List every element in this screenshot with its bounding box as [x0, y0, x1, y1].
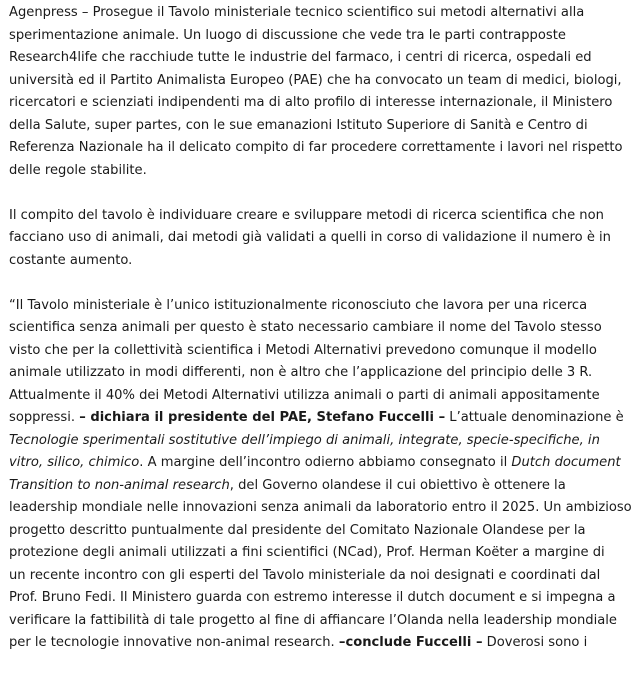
- text-run: sperimentazione animale. Un luogo di discussione che vede tra le parti contrapposte: [9, 27, 566, 43]
- text-line: [9, 295, 601, 318]
- text-run: Referenza Nazionale ha il delicato compito di far procedere correttamente i lavori nel rispetto: [9, 140, 623, 155]
- text-run: animale utilizzato in modi differenti, non è altro che l’applicazione del principio delle 3 R.: [9, 365, 593, 380]
- article-paragraph: [9, 295, 632, 655]
- text-run: leadership mondiale nelle innovazioni senza animali da laboratorio entro il 2025. Un ambizioso: [9, 500, 632, 515]
- text-run: Doverosi sono i: [482, 635, 588, 650]
- bold-text: – dichiara il presidente del PAE, Stefano Fuccelli –: [79, 410, 446, 425]
- text-run: visto che per la collettività scientifica i Metodi Alternativi prevedono comunque il modello: [9, 342, 597, 358]
- text-line: [9, 25, 601, 48]
- text-line: [9, 92, 613, 115]
- article-paragraph: [9, 2, 623, 182]
- text-run: delle regole stabilite.: [9, 162, 147, 178]
- text-line: [9, 565, 601, 588]
- text-line: [9, 205, 604, 228]
- text-line: [9, 385, 601, 408]
- text-run: per le tecnologie innovative non-animal research.: [9, 635, 339, 650]
- article-paragraph: [9, 205, 611, 273]
- text-run: L’attuale denominazione è: [445, 410, 624, 425]
- text-run: , del Governo olandese il cui obiettivo è ottenere la: [229, 477, 566, 493]
- text-run: facciano uso di animali, dai metodi già validati a quelli in corso di validazione il numero è in: [9, 230, 611, 245]
- text-line: [9, 610, 617, 633]
- text-line: [9, 227, 611, 250]
- text-run: Research4life che racchiude tutte le industrie del farmaco, i centri di ricerca, ospedali ed: [9, 50, 592, 65]
- italic-text: vitro, silico, chimico: [9, 455, 140, 470]
- text-run: Agenpress – Prosegue il Tavolo ministeriale tecnico scientifico sui metodi alternativi alla: [9, 5, 585, 20]
- text-line: [9, 452, 621, 475]
- text-run: protezione degli animali utilizzati a fini scientifici (NCad), Prof. Herman Koëter a margine di: [9, 545, 605, 560]
- text-line: [9, 160, 601, 183]
- text-line: [9, 137, 623, 160]
- article-body: [9, 2, 632, 677]
- text-line: [9, 70, 622, 93]
- text-line: [9, 475, 601, 498]
- text-run: verificare la fattibilità di tale progetto al fine di affiancare l’Olanda nella leadership mondiale: [9, 612, 617, 628]
- italic-text: Transition to non-animal research: [9, 477, 230, 493]
- text-run: progetto descritto puntualmente dal presidente del Comitato Nazionale Olandese per la: [9, 522, 586, 538]
- text-line: [9, 542, 605, 565]
- italic-text: Tecnologie sperimentali sostitutive dell’impiego di animali, integrate, specie-specifiche, in: [9, 432, 600, 448]
- text-run: scientifica senza animali per questo è stato necessario cambiare il nome del Tavolo stesso: [9, 320, 602, 335]
- bold-text: –conclude Fuccelli –: [338, 635, 483, 650]
- text-line: [9, 520, 601, 543]
- text-line: [9, 497, 632, 520]
- text-run: Prof. Bruno Fedi. Il Ministero guarda con estremo interesse il dutch document e si impegna a: [9, 590, 616, 605]
- text-line: [9, 632, 601, 655]
- text-line: [9, 587, 616, 610]
- text-line: [9, 340, 601, 363]
- text-line: [9, 250, 601, 273]
- text-line: [9, 115, 601, 138]
- text-run: Attualmente il 40% dei Metodi Alternativi utilizza animali o parti di animali appositamente: [9, 387, 600, 403]
- text-run: un recente incontro con gli esperti del Tavolo ministeriale da noi designati e coordinati dal: [9, 567, 601, 583]
- text-run: della Salute, super partes, con le sue emanazioni Istituto Superiore di Sanità e Centro di: [9, 117, 588, 133]
- text-run: ricercatori e scienziati indipendenti ma di alto profilo di interesse internazionale, il Ministero: [9, 95, 613, 110]
- text-line: [9, 2, 601, 25]
- text-line: [9, 47, 601, 70]
- text-line: [9, 362, 601, 385]
- text-run: “Il Tavolo ministeriale è l’unico istituzionalmente riconosciuto che lavora per una ricerca: [9, 297, 588, 313]
- text-run: soppressi.: [9, 410, 80, 425]
- text-run: . A margine dell’incontro odierno abbiamo consegnato il: [139, 455, 512, 470]
- text-line: [9, 317, 601, 340]
- text-line: [9, 430, 601, 453]
- text-run: università ed il Partito Animalista Europeo (PAE) che ha convocato un team di medici, biologi,: [9, 72, 622, 88]
- italic-text: Dutch document: [511, 455, 621, 470]
- text-run: Il compito del tavolo è individuare creare e sviluppare metodi di ricerca scientifica che non: [9, 207, 604, 223]
- text-run: costante aumento.: [9, 252, 133, 268]
- text-line: [9, 407, 624, 430]
